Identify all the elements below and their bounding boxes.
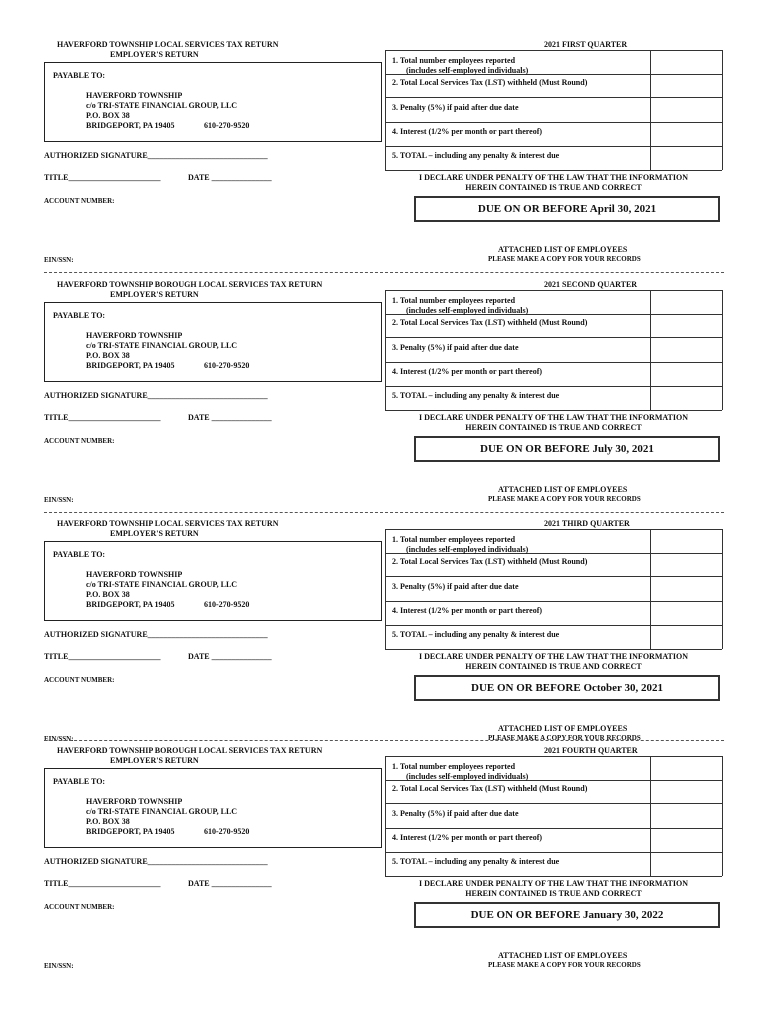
employers-return-label: EMPLOYER'S RETURN <box>110 756 199 765</box>
tax-return-section-2 <box>0 280 770 520</box>
due-date-box: DUE ON OR BEFORE January 30, 2022 <box>414 902 720 928</box>
line-4-label: 4. Interest (1/2% per month or part thereof) <box>392 127 543 136</box>
account-number-label: ACCOUNT NUMBER: <box>44 676 115 684</box>
declaration-line-1: I DECLARE UNDER PENALTY OF THE LAW THAT THE INFORMATION <box>418 413 688 422</box>
attached-list-label: ATTACHED LIST OF EMPLOYEES <box>498 245 628 254</box>
return-title: HAVERFORD TOWNSHIP LOCAL SERVICES TAX RETURN <box>57 519 279 528</box>
ein-ssn-label: EIN/SSN: <box>44 962 74 970</box>
attached-list-label: ATTACHED LIST OF EMPLOYEES <box>498 951 628 960</box>
line-4-amount-field[interactable] <box>651 829 721 851</box>
return-title: HAVERFORD TOWNSHIP BOROUGH LOCAL SERVICES TAX RETURN <box>57 746 323 755</box>
return-title: HAVERFORD TOWNSHIP LOCAL SERVICES TAX RETURN <box>57 40 279 49</box>
address-line-1: HAVERFORD TOWNSHIP <box>86 331 183 340</box>
authorized-signature-field[interactable]: AUTHORIZED SIGNATURE______________________________ <box>44 630 268 639</box>
table-bottom-border <box>385 649 722 650</box>
line-1-amount-field[interactable] <box>651 757 721 779</box>
line-4-amount-field[interactable] <box>651 602 721 624</box>
date-field[interactable]: DATE _______________ <box>188 879 272 888</box>
address-line-1: HAVERFORD TOWNSHIP <box>86 570 183 579</box>
line-3-label: 3. Penalty (5%) if paid after due date <box>392 103 519 112</box>
line-1-label: 1. Total number employees reported <box>392 56 516 65</box>
date-field[interactable]: DATE _______________ <box>188 173 272 182</box>
line-2-label: 2. Total Local Services Tax (LST) withheld (Must Round) <box>392 557 588 566</box>
line-5-amount-field[interactable] <box>651 626 721 648</box>
line-1-label: 1. Total number employees reported <box>392 296 516 305</box>
line-3-amount-field[interactable] <box>651 577 721 600</box>
table-right-border <box>722 529 723 649</box>
ein-ssn-label: EIN/SSN: <box>44 496 74 504</box>
return-title: HAVERFORD TOWNSHIP BOROUGH LOCAL SERVICES TAX RETURN <box>57 280 323 289</box>
copy-notice: PLEASE MAKE A COPY FOR YOUR RECORDS <box>488 734 641 742</box>
quarter-label: 2021 FIRST QUARTER <box>544 40 628 49</box>
declaration-line-1: I DECLARE UNDER PENALTY OF THE LAW THAT THE INFORMATION <box>418 173 688 182</box>
title-field[interactable]: TITLE_______________________ <box>44 413 161 422</box>
declaration-line-2: HEREIN CONTAINED IS TRUE AND CORRECT <box>465 183 642 192</box>
tax-return-section-1 <box>0 40 770 280</box>
address-line-2: c/o TRI-STATE FINANCIAL GROUP, LLC <box>86 807 238 816</box>
copy-notice: PLEASE MAKE A COPY FOR YOUR RECORDS <box>488 495 641 503</box>
line-1-sublabel: (includes self-employed individuals) <box>406 66 529 75</box>
date-field[interactable]: DATE _______________ <box>188 652 272 661</box>
tax-return-section-3 <box>0 519 770 759</box>
line-3-amount-field[interactable] <box>651 804 721 827</box>
declaration-line-2: HEREIN CONTAINED IS TRUE AND CORRECT <box>465 889 642 898</box>
phone-number: 610-270-9520 <box>204 361 250 370</box>
line-4-amount-field[interactable] <box>651 363 721 385</box>
line-2-amount-field[interactable] <box>651 315 721 336</box>
declaration-line-2: HEREIN CONTAINED IS TRUE AND CORRECT <box>465 662 642 671</box>
payable-to-label: PAYABLE TO: <box>53 550 106 559</box>
line-1-amount-field[interactable] <box>651 291 721 313</box>
line-1-amount-field[interactable] <box>651 51 721 73</box>
line-5-label: 5. TOTAL – including any penalty & interest due <box>392 630 560 639</box>
address-line-3: P.O. BOX 38 <box>86 351 130 360</box>
line-4-label: 4. Interest (1/2% per month or part thereof) <box>392 606 543 615</box>
line-1-sublabel: (includes self-employed individuals) <box>406 772 529 781</box>
line-2-label: 2. Total Local Services Tax (LST) withheld (Must Round) <box>392 318 588 327</box>
employers-return-label: EMPLOYER'S RETURN <box>110 50 199 59</box>
line-3-amount-field[interactable] <box>651 98 721 121</box>
line-3-amount-field[interactable] <box>651 338 721 361</box>
copy-notice: PLEASE MAKE A COPY FOR YOUR RECORDS <box>488 961 641 969</box>
line-1-sublabel: (includes self-employed individuals) <box>406 306 529 315</box>
phone-number: 610-270-9520 <box>204 121 250 130</box>
address-line-4: BRIDGEPORT, PA 19405 <box>86 600 175 609</box>
address-line-1: HAVERFORD TOWNSHIP <box>86 797 183 806</box>
line-5-amount-field[interactable] <box>651 853 721 875</box>
address-line-4: BRIDGEPORT, PA 19405 <box>86 827 175 836</box>
cut-line <box>44 740 724 741</box>
cut-line <box>44 272 724 273</box>
declaration-line-1: I DECLARE UNDER PENALTY OF THE LAW THAT THE INFORMATION <box>418 652 688 661</box>
table-left-border <box>385 290 386 410</box>
payable-to-label: PAYABLE TO: <box>53 71 106 80</box>
table-right-border <box>722 50 723 170</box>
authorized-signature-field[interactable]: AUTHORIZED SIGNATURE______________________________ <box>44 391 268 400</box>
line-3-label: 3. Penalty (5%) if paid after due date <box>392 809 519 818</box>
address-line-2: c/o TRI-STATE FINANCIAL GROUP, LLC <box>86 101 238 110</box>
title-field[interactable]: TITLE_______________________ <box>44 879 161 888</box>
address-line-2: c/o TRI-STATE FINANCIAL GROUP, LLC <box>86 341 238 350</box>
line-4-label: 4. Interest (1/2% per month or part thereof) <box>392 367 543 376</box>
line-3-label: 3. Penalty (5%) if paid after due date <box>392 343 519 352</box>
table-bottom-border <box>385 876 722 877</box>
ein-ssn-label: EIN/SSN: <box>44 256 74 264</box>
quarter-label: 2021 SECOND QUARTER <box>544 280 638 289</box>
line-5-label: 5. TOTAL – including any penalty & interest due <box>392 151 560 160</box>
tax-return-section-4 <box>0 746 770 986</box>
table-left-border <box>385 529 386 649</box>
address-line-3: P.O. BOX 38 <box>86 111 130 120</box>
table-right-border <box>722 290 723 410</box>
line-3-label: 3. Penalty (5%) if paid after due date <box>392 582 519 591</box>
line-4-amount-field[interactable] <box>651 123 721 145</box>
address-line-2: c/o TRI-STATE FINANCIAL GROUP, LLC <box>86 580 238 589</box>
attached-list-label: ATTACHED LIST OF EMPLOYEES <box>498 485 628 494</box>
table-bottom-border <box>385 170 722 171</box>
table-bottom-border <box>385 410 722 411</box>
copy-notice: PLEASE MAKE A COPY FOR YOUR RECORDS <box>488 255 641 263</box>
ein-ssn-label: EIN/SSN: <box>44 735 74 743</box>
line-2-amount-field[interactable] <box>651 781 721 802</box>
line-1-label: 1. Total number employees reported <box>392 762 516 771</box>
line-1-amount-field[interactable] <box>651 530 721 552</box>
account-number-label: ACCOUNT NUMBER: <box>44 437 115 445</box>
payable-to-label: PAYABLE TO: <box>53 777 106 786</box>
due-date-box: DUE ON OR BEFORE July 30, 2021 <box>414 436 720 462</box>
line-1-label: 1. Total number employees reported <box>392 535 516 544</box>
title-field[interactable]: TITLE_______________________ <box>44 173 161 182</box>
line-5-amount-field[interactable] <box>651 387 721 409</box>
account-number-label: ACCOUNT NUMBER: <box>44 903 115 911</box>
quarter-label: 2021 FOURTH QUARTER <box>544 746 638 755</box>
line-5-label: 5. TOTAL – including any penalty & interest due <box>392 857 560 866</box>
authorized-signature-field[interactable]: AUTHORIZED SIGNATURE______________________________ <box>44 857 268 866</box>
employers-return-label: EMPLOYER'S RETURN <box>110 529 199 538</box>
line-4-label: 4. Interest (1/2% per month or part thereof) <box>392 833 543 842</box>
address-line-4: BRIDGEPORT, PA 19405 <box>86 361 175 370</box>
payable-to-label: PAYABLE TO: <box>53 311 106 320</box>
address-line-3: P.O. BOX 38 <box>86 817 130 826</box>
line-2-amount-field[interactable] <box>651 554 721 575</box>
account-number-label: ACCOUNT NUMBER: <box>44 197 115 205</box>
line-2-label: 2. Total Local Services Tax (LST) withheld (Must Round) <box>392 784 588 793</box>
line-5-label: 5. TOTAL – including any penalty & interest due <box>392 391 560 400</box>
cut-line <box>44 512 724 513</box>
address-line-4: BRIDGEPORT, PA 19405 <box>86 121 175 130</box>
line-5-amount-field[interactable] <box>651 147 721 169</box>
phone-number: 610-270-9520 <box>204 600 250 609</box>
address-line-1: HAVERFORD TOWNSHIP <box>86 91 183 100</box>
date-field[interactable]: DATE _______________ <box>188 413 272 422</box>
table-right-border <box>722 756 723 876</box>
quarter-label: 2021 THIRD QUARTER <box>544 519 630 528</box>
table-left-border <box>385 50 386 170</box>
authorized-signature-field[interactable]: AUTHORIZED SIGNATURE______________________________ <box>44 151 268 160</box>
title-field[interactable]: TITLE_______________________ <box>44 652 161 661</box>
line-1-sublabel: (includes self-employed individuals) <box>406 545 529 554</box>
attached-list-label: ATTACHED LIST OF EMPLOYEES <box>498 724 628 733</box>
line-2-amount-field[interactable] <box>651 75 721 96</box>
due-date-box: DUE ON OR BEFORE October 30, 2021 <box>414 675 720 701</box>
table-left-border <box>385 756 386 876</box>
declaration-line-2: HEREIN CONTAINED IS TRUE AND CORRECT <box>465 423 642 432</box>
address-line-3: P.O. BOX 38 <box>86 590 130 599</box>
due-date-box: DUE ON OR BEFORE April 30, 2021 <box>414 196 720 222</box>
line-2-label: 2. Total Local Services Tax (LST) withheld (Must Round) <box>392 78 588 87</box>
declaration-line-1: I DECLARE UNDER PENALTY OF THE LAW THAT THE INFORMATION <box>418 879 688 888</box>
phone-number: 610-270-9520 <box>204 827 250 836</box>
employers-return-label: EMPLOYER'S RETURN <box>110 290 199 299</box>
